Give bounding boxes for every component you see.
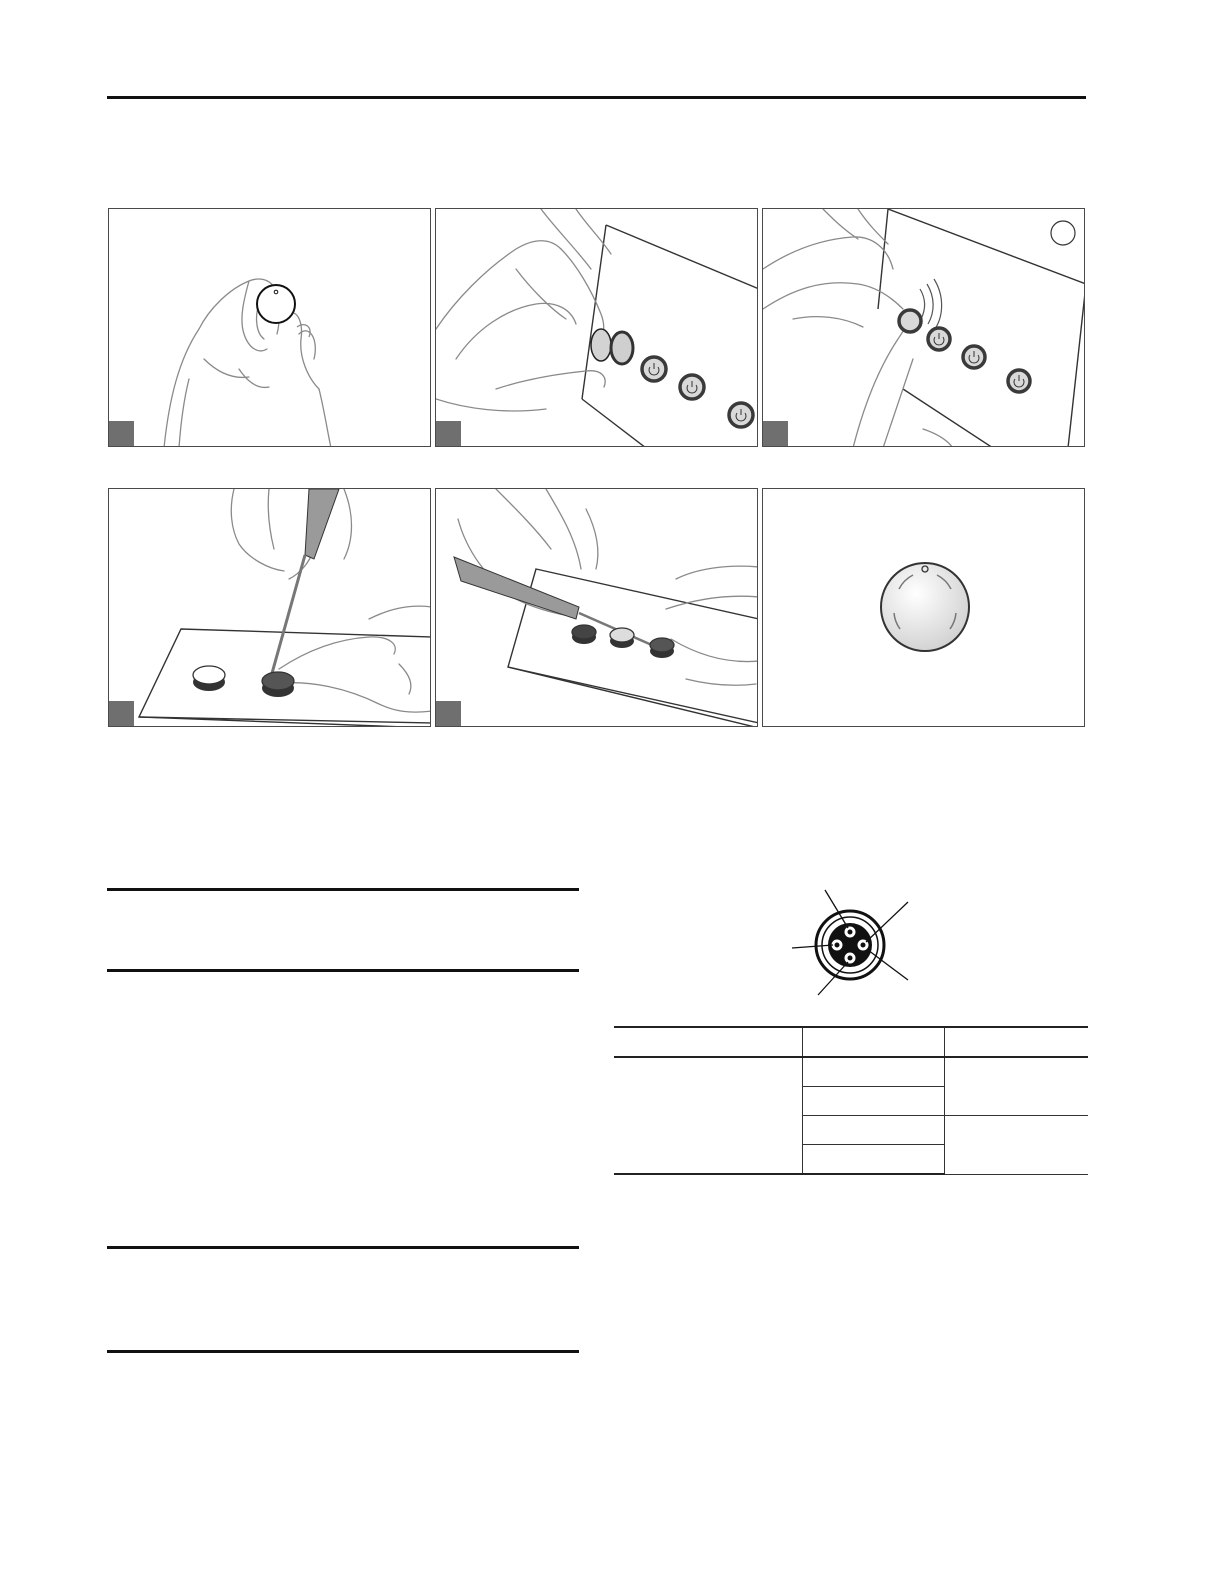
hand-holding-magnet-icon <box>109 209 431 447</box>
finger-pressing-button-icon <box>763 209 1085 447</box>
table-cell <box>802 1057 944 1087</box>
step-6-panel <box>762 488 1085 727</box>
pen-tracing-icon <box>109 489 431 727</box>
pin-table-header <box>802 1027 944 1057</box>
table-cell <box>802 1087 944 1116</box>
step-1-badge <box>109 421 134 446</box>
header-rule <box>107 96 1086 99</box>
section-2-top-rule <box>107 1246 579 1249</box>
pin-table-header <box>944 1027 1088 1057</box>
table-cell <box>944 1057 1088 1116</box>
finished-knob-icon <box>763 489 1085 727</box>
step-4-panel <box>108 488 431 727</box>
table-cell <box>614 1057 802 1174</box>
pen-marking-row-icon <box>436 489 758 727</box>
section-2-bottom-rule <box>107 1350 579 1353</box>
step-2-panel <box>435 208 758 447</box>
step-3-panel <box>762 208 1085 447</box>
step-1-panel <box>108 208 431 447</box>
pin-table <box>614 1026 1088 1175</box>
table-row <box>614 1057 1088 1087</box>
section-1-bottom-rule <box>107 969 579 972</box>
table-cell <box>802 1145 944 1175</box>
step-5-badge <box>436 701 461 726</box>
table-cell <box>802 1116 944 1145</box>
section-1-top-rule <box>107 888 579 891</box>
step-4-badge <box>109 701 134 726</box>
table-cell <box>944 1116 1088 1175</box>
step-2-badge <box>436 421 461 446</box>
step-3-badge <box>763 421 788 446</box>
hand-placing-magnet-icon <box>436 209 758 447</box>
pin-table-header <box>614 1027 802 1057</box>
four-pin-connector-icon <box>780 880 930 1000</box>
step-5-panel <box>435 488 758 727</box>
